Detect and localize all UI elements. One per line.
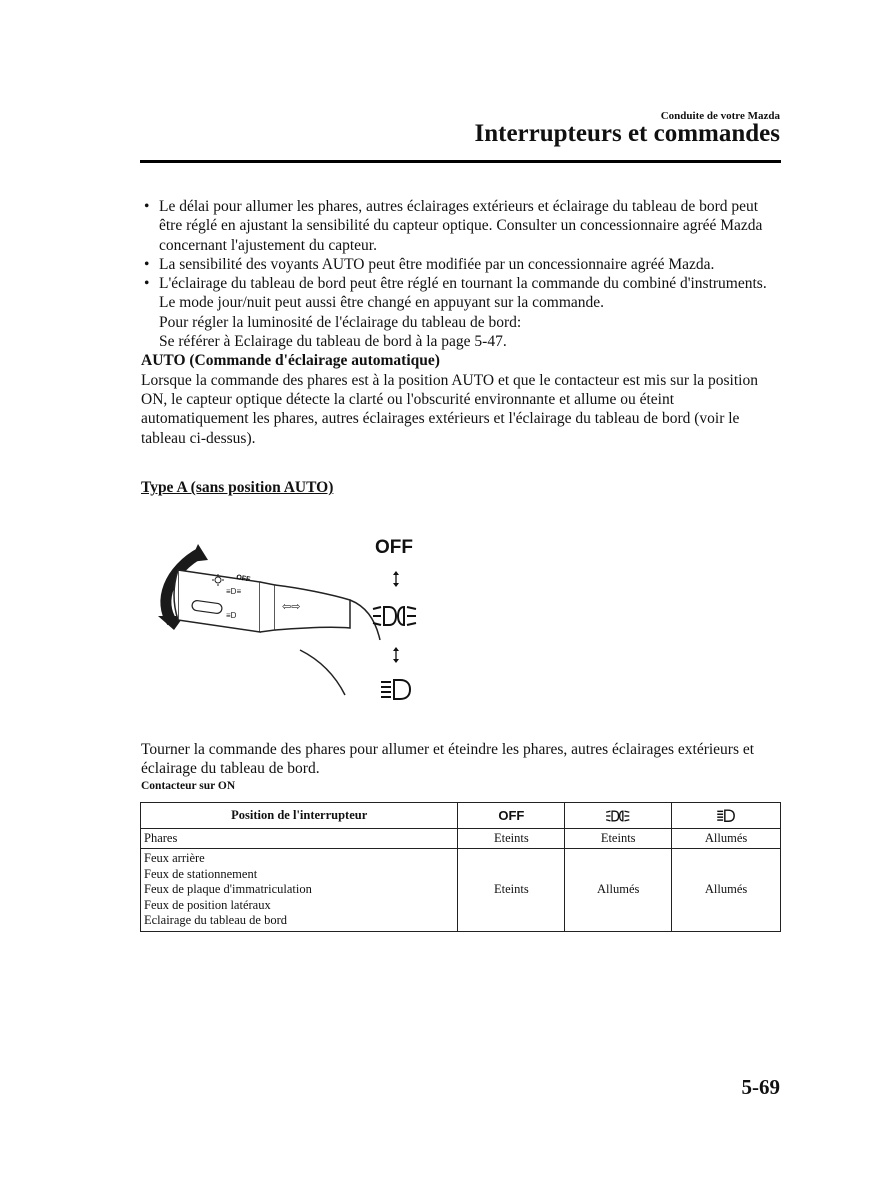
- table-cell-value: Allumés: [672, 829, 781, 849]
- bullet-text: Le délai pour allumer les phares, autres éclairages extérieurs et éclairage du tableau de bord peut être réglé en ajustant la sensibilité du capteur optique. Consulter un concessionnaire agréé Mazda concernant l'ajustement du capteur.: [159, 198, 763, 254]
- page-number: 5-69: [741, 1075, 780, 1099]
- headlight-icon: [379, 678, 413, 702]
- list-item: [141, 197, 781, 255]
- bullet-text: L'éclairage du tableau de bord peut être réglé en tournant la commande du combiné d'instruments. Le mode jour/nuit peut aussi être changé en appuyant sur la commande.: [159, 275, 767, 312]
- page-title: Interrupteurs et commandes: [474, 120, 780, 147]
- bullet-list: [141, 197, 781, 351]
- up-down-arrow-icon: [392, 647, 400, 663]
- up-down-arrow-icon: [392, 571, 400, 587]
- svg-text:≡D≡: ≡D≡: [226, 587, 242, 596]
- header-rule: [140, 160, 781, 163]
- stalk-off-label: OFF: [235, 574, 251, 584]
- table-row: [141, 829, 781, 849]
- table-cell-value: Allumés: [565, 849, 672, 932]
- headlight-icon: [716, 809, 736, 823]
- lamp-name: Feux arrière: [144, 851, 205, 865]
- bullet-extra-line: Se référer à Eclairage du tableau de bord à la page 5-47.: [159, 333, 507, 351]
- auto-heading: AUTO (Commande d'éclairage automatique): [141, 352, 440, 370]
- header-parking: [565, 803, 672, 829]
- lamp-name: Feux de stationnement: [144, 866, 258, 881]
- svg-text:⇦⇨: ⇦⇨: [282, 601, 301, 613]
- lamp-name: Feux de position latéraux: [144, 897, 271, 912]
- header-section: Conduite de votre Mazda: [660, 110, 780, 122]
- header-headlight: [672, 803, 781, 829]
- instructions-paragraph: Tourner la commande des phares pour allumer et éteindre les phares, autres éclairages extérieurs et éclairage du tableau de bord.: [141, 741, 755, 778]
- lamp-name: Feux de plaque d'immatriculation: [144, 882, 312, 897]
- table-cell-lamp: Phares: [141, 829, 458, 849]
- header-off: OFF: [458, 803, 565, 829]
- parking-light-icon: [371, 603, 419, 629]
- auto-paragraph: Lorsque la commande des phares est à la position AUTO et que le contacteur est mis sur la position ON, le capteur optique détecte la clarté ou l'obscurité environnante et allume ou éteint automatiquement les phares, autres éclairages extérieurs et l'éclairage du tableau de bord (voir le tableau ci-dessus).: [141, 371, 758, 447]
- figure-caption: Type A (sans position AUTO): [141, 479, 334, 496]
- table-cell-value: Allumés: [672, 849, 781, 932]
- table-cell-value: Eteints: [458, 849, 565, 932]
- switch-position-table: [140, 802, 781, 932]
- bullet-text: La sensibilité des voyants AUTO peut être modifiée par un concessionnaire agréé Mazda.: [159, 255, 715, 273]
- parking-light-icon: [604, 809, 632, 823]
- lamp-name: Eclairage du tableau de bord: [144, 913, 287, 928]
- table-cell-lamp: [141, 849, 458, 932]
- list-item: [141, 274, 781, 351]
- svg-text:≡D: ≡D: [226, 611, 237, 620]
- table-header-row: [141, 803, 781, 829]
- list-item: [141, 255, 781, 274]
- off-position-label: OFF: [375, 537, 413, 558]
- table-row: [141, 849, 781, 932]
- header-position: Position de l'interrupteur: [141, 803, 458, 829]
- table-cell-value: Eteints: [565, 829, 672, 849]
- main-content: [141, 197, 781, 448]
- switch-on-label: Contacteur sur ON: [141, 780, 236, 792]
- bullet-extra-line: Pour régler la luminosité de l'éclairage du tableau de bord:: [159, 313, 522, 331]
- table-cell-value: Eteints: [458, 829, 565, 849]
